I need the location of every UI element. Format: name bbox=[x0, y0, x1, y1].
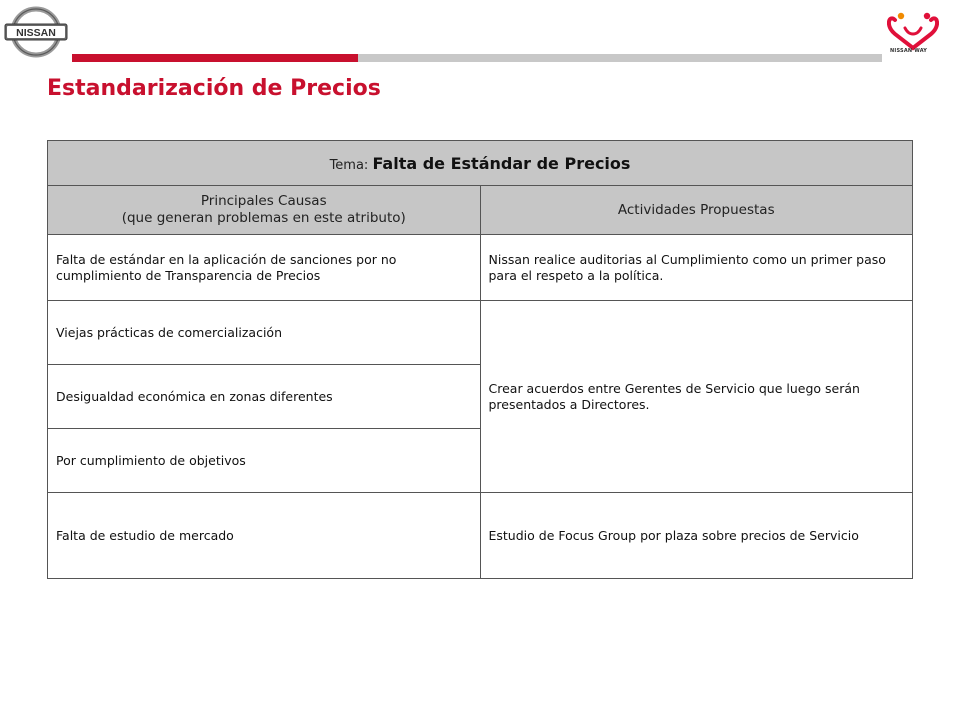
column-header-activities: Actividades Propuestas bbox=[480, 186, 913, 235]
cause-cell: Falta de estudio de mercado bbox=[48, 493, 481, 579]
topic-title: Falta de Estándar de Precios bbox=[372, 153, 631, 173]
table-row bbox=[48, 493, 913, 579]
cause-cell: Falta de estándar en la aplicación de sanciones por no cumplimiento de Transparencia de Precios bbox=[48, 235, 481, 301]
cause-cell: Viejas prácticas de comercialización bbox=[48, 301, 481, 365]
action-cell: Nissan realice auditorias al Cumplimiento como un primer paso para el respeto a la política. bbox=[480, 235, 913, 301]
table-row bbox=[48, 301, 913, 365]
topic-prefix: Tema: bbox=[329, 157, 373, 173]
table-header-row bbox=[48, 186, 913, 235]
table-row bbox=[48, 235, 913, 301]
nissan-logo bbox=[4, 6, 68, 58]
column-header-causes bbox=[48, 186, 481, 235]
header-bar-red bbox=[72, 54, 358, 62]
header-bar-gray bbox=[358, 54, 882, 62]
column-header-causes-line2: (que generan problemas en este atributo) bbox=[121, 210, 406, 226]
table-title-cell bbox=[48, 141, 913, 186]
action-cell: Estudio de Focus Group por plaza sobre precios de Servicio bbox=[480, 493, 913, 579]
page-title: Estandarización de Precios bbox=[47, 76, 381, 101]
nissan-way-text: NISSAN WAY bbox=[890, 48, 928, 54]
action-cell-merged: Crear acuerdos entre Gerentes de Servicio que luego serán presentados a Directores. bbox=[480, 301, 913, 493]
column-header-causes-line1: Principales Causas bbox=[200, 193, 327, 209]
cause-cell: Desigualdad económica en zonas diferentes bbox=[48, 365, 481, 429]
cause-cell: Por cumplimiento de objetivos bbox=[48, 429, 481, 493]
nissan-way-heart-logo bbox=[887, 8, 939, 64]
causes-actions-table bbox=[47, 140, 913, 579]
table-title-row bbox=[48, 141, 913, 186]
nissan-logo-text: NISSAN bbox=[16, 27, 56, 39]
